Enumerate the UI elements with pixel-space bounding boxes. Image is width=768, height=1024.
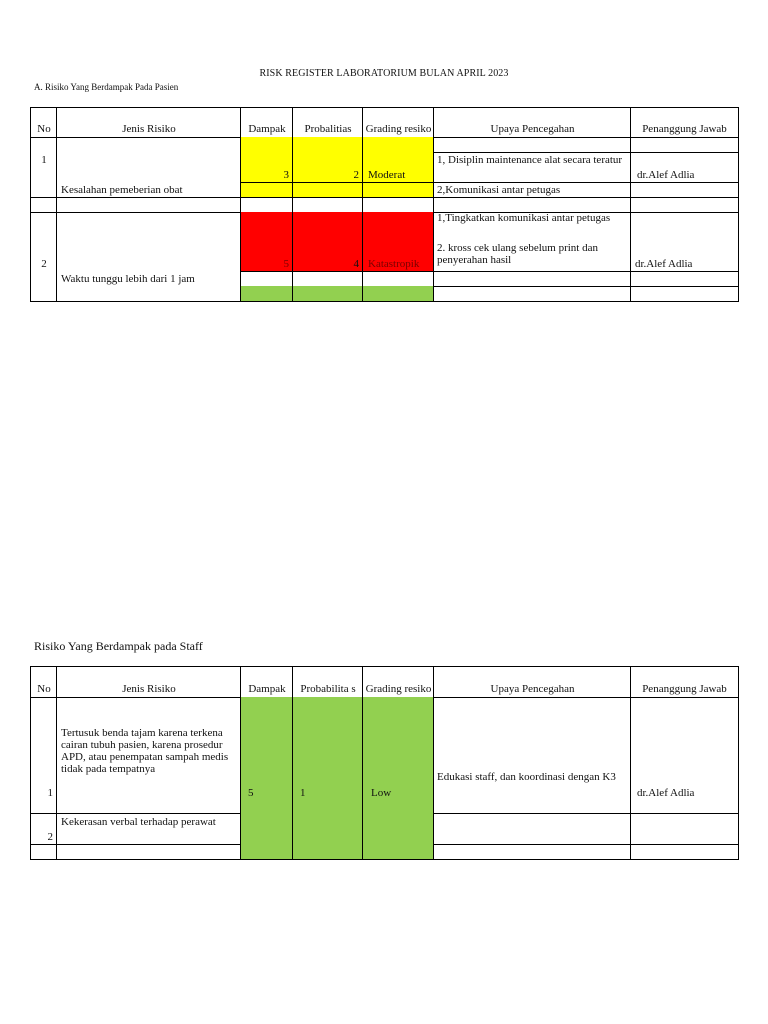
probabilitas-value-cell: 1 — [292, 697, 363, 814]
upaya-item: 2. kross cek ulang sebelum print dan penyerahan hasil — [433, 242, 631, 272]
upaya-item: 1,Tingkatkan komunikasi antar petugas — [433, 212, 631, 242]
header-jenis-risiko: Jenis Risiko — [56, 666, 241, 698]
header-probabilitas: Probabilita s — [292, 666, 363, 698]
section-a-title: A. Risiko Yang Berdampak Pada Pasien — [34, 82, 179, 92]
upaya-cell: Edukasi staff, dan koordinasi dengan K3 — [433, 697, 631, 814]
penanggung-jawab-cell: dr.Alef Adlia — [630, 697, 739, 814]
header-penanggung-jawab: Penanggung Jawab — [630, 666, 739, 698]
header-probalitias: Probalitias — [292, 107, 363, 138]
risk-name-cell: Waktu tunggu lebih dari 1 jam — [56, 212, 241, 302]
page-title: RISK REGISTER LABORATORIUM BULAN APRIL 2023 — [259, 68, 509, 79]
dampak-value: 5 — [240, 212, 293, 272]
header-dampak: Dampak — [240, 666, 293, 698]
row-no: 2 — [41, 258, 47, 270]
upaya-item: 1, Disiplin maintenance alat secara teratur — [433, 152, 631, 183]
header-grading: Grading resiko — [362, 666, 434, 698]
table-row — [30, 813, 57, 845]
header-penanggung-jawab: Penanggung Jawab — [630, 107, 739, 138]
header-grading: Grading resiko — [362, 107, 434, 138]
grading-value-cell: Low — [362, 697, 434, 814]
risk-name-cell: Tertusuk benda tajam karena terkena cairan tubuh pasien, karena prosedur APD, atau penempatan sampah medis tidak pada tempatnya — [56, 697, 241, 814]
table-row — [30, 697, 57, 814]
dampak-value-cell: 5 — [240, 697, 293, 814]
header-upaya: Upaya Pencegahan — [433, 107, 631, 138]
header-no: No — [30, 666, 57, 698]
upaya-item: 2,Komunikasi antar petugas — [433, 182, 631, 198]
table-row — [30, 137, 57, 198]
section-b-title: Risiko Yang Berdampak pada Staff — [34, 639, 203, 653]
penanggung-jawab-value: dr.Alef Adlia — [630, 152, 739, 183]
dampak-value: 3 — [240, 152, 293, 183]
row-no: 1 — [41, 154, 47, 166]
grading-value: Moderat — [362, 152, 434, 183]
penanggung-jawab-value: dr.Alef Adlia — [630, 212, 739, 272]
header-jenis-risiko: Jenis Risiko — [56, 107, 241, 138]
grading-value: Katastropik — [362, 212, 434, 272]
probabilitas-value: 2 — [292, 152, 363, 183]
probabilitas-value: 4 — [292, 212, 363, 272]
risk-name-cell: Kesalahan pemeberian obat — [56, 137, 241, 198]
row-no: 1 — [47, 787, 53, 799]
header-upaya: Upaya Pencegahan — [433, 666, 631, 698]
header-dampak: Dampak — [240, 107, 293, 138]
table-row — [30, 212, 57, 302]
header-no: No — [30, 107, 57, 138]
row-no: 2 — [47, 831, 53, 843]
risk-name-cell: Kekerasan verbal terhadap perawat — [56, 813, 241, 845]
